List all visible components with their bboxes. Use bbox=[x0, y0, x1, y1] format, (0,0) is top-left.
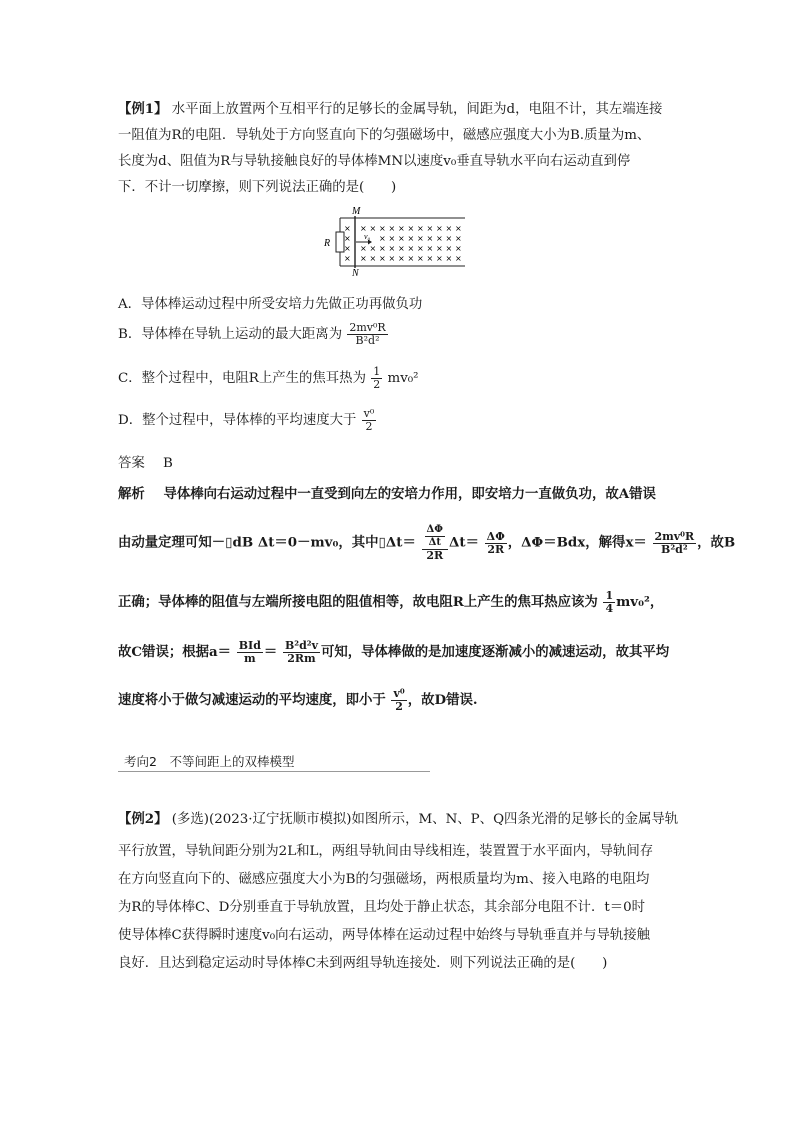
rail-magnetic-field-figure bbox=[322, 206, 472, 278]
analysis-text-2e: ，ΔΦ＝Bdx，解得x＝ bbox=[507, 534, 647, 551]
field-mark: × bbox=[445, 224, 453, 233]
accel2-numerator: B²d²v bbox=[284, 639, 318, 652]
option-d-fraction bbox=[362, 408, 377, 433]
option-d-text: D．整个过程中，导体棒的平均速度大于 bbox=[118, 413, 357, 428]
analysis-text-4b: ＝ bbox=[263, 644, 278, 660]
analysis-line-4 bbox=[118, 640, 669, 665]
analysis-text-2d: Δt＝ bbox=[449, 534, 479, 551]
avg-velocity-fraction bbox=[391, 688, 406, 713]
example2-stem-line-1 bbox=[118, 808, 678, 827]
example1-tag: 【例1】 bbox=[118, 101, 168, 117]
resistor-symbol bbox=[336, 232, 344, 252]
option-d-numerator: v⁰ bbox=[363, 407, 375, 420]
example2-stem-line-6: 良好．且达到稳定运动时导体棒C未到两组导轨连接处．则下列说法正确的是( ) bbox=[118, 956, 608, 971]
field-mark: × bbox=[436, 224, 443, 233]
analysis-text-5b: ，故D错误. bbox=[407, 692, 478, 708]
flux-rate-fraction bbox=[422, 524, 448, 562]
example2-stem-line-5: 使导体棒C获得瞬时速度v₀向右运动，两导体棒在运动过程中始终与导轨垂直并与导轨接触 bbox=[118, 928, 651, 943]
distance-denominator: B²d² bbox=[661, 542, 688, 556]
heat-denominator: 4 bbox=[605, 602, 614, 615]
section-heading-label: 考向2 不等间距上的双棒模型 bbox=[124, 754, 295, 769]
field-mark: × bbox=[426, 234, 434, 243]
field-mark: × bbox=[445, 234, 453, 243]
option-b-numerator: 2mv⁰R bbox=[349, 321, 386, 334]
example2-stem-line-4: 为R的导体棒C、D分别垂直于导轨放置，且均处于静止状态，其余部分电阻不计．t＝0时 bbox=[118, 900, 646, 915]
analysis-text-1: 导体棒向右运动过程中一直受到向左的安培力作用，即安培力一直做负功，故A错误 bbox=[163, 486, 656, 502]
field-mark: × bbox=[379, 254, 386, 263]
avg-velocity-numerator: v⁰ bbox=[393, 687, 405, 700]
avg-velocity-denominator: 2 bbox=[395, 700, 403, 713]
option-b-text: B．导体棒在导轨上运动的最大距离为 bbox=[118, 327, 343, 342]
field-mark: × bbox=[417, 224, 424, 233]
field-mark: × bbox=[426, 244, 434, 253]
option-b-denominator: B²d² bbox=[355, 334, 380, 347]
flux-rate-denominator: 2R bbox=[426, 549, 444, 562]
analysis-text-2c: Δt＝ bbox=[385, 534, 416, 551]
section-heading-rule bbox=[118, 771, 430, 772]
analysis-line-5 bbox=[118, 688, 478, 713]
option-b-fraction bbox=[347, 322, 387, 347]
field-mark: × bbox=[344, 234, 351, 243]
field-mark: × bbox=[388, 224, 396, 233]
analysis-text-2f: ，故B bbox=[697, 534, 736, 551]
field-mark: × bbox=[455, 254, 462, 263]
field-mark: × bbox=[388, 244, 396, 253]
figure-label-R: R bbox=[324, 238, 331, 249]
field-mark: × bbox=[360, 254, 367, 263]
field-mark: × bbox=[407, 234, 415, 243]
field-mark: × bbox=[360, 244, 367, 253]
field-mark: × bbox=[369, 254, 377, 263]
example2-stem-line-3: 在方向竖直向下的、磁感应强度大小为B的匀强磁场，两根质量均为m、接入电路的电阻均 bbox=[118, 872, 650, 887]
option-c-fraction bbox=[371, 366, 382, 391]
field-mark: × bbox=[344, 224, 351, 233]
analysis-line-1 bbox=[118, 483, 656, 502]
example1-stem-line-2: 一阻值为R的电阻．导轨处于方向竖直向下的匀强磁场中，磁感应强度大小为B.质量为m、 bbox=[118, 128, 651, 143]
field-mark: × bbox=[379, 244, 386, 253]
field-mark: × bbox=[398, 244, 405, 253]
field-mark: × bbox=[407, 224, 415, 233]
analysis-text-4c: 可知，导体棒做的是加速度逐渐减小的减速运动，故其平均 bbox=[320, 644, 670, 660]
analysis-text-5a: 速度将小于做匀减速运动的平均速度，即小于 bbox=[118, 692, 386, 708]
figure-label-N: N bbox=[352, 268, 359, 278]
option-d bbox=[118, 408, 377, 433]
accel1-numerator: BId bbox=[238, 639, 261, 652]
field-mark: × bbox=[455, 244, 462, 253]
heat-numerator: 1 bbox=[605, 589, 614, 602]
accel2-denominator: 2Rm bbox=[287, 652, 316, 665]
field-mark: × bbox=[407, 254, 415, 263]
example2-stem-text-1: (多选)(2023·辽宁抚顺市模拟)如图所示，M、N、P、Q四条光滑的足够长的金属导轨 bbox=[171, 812, 679, 827]
field-mark: × bbox=[426, 224, 434, 233]
example2-stem-line-2: 平行放置，导轨间距分别为2L和L，两组导轨间由导线相连，装置置于水平面内，导轨间存 bbox=[118, 844, 654, 859]
field-mark: × bbox=[426, 254, 434, 263]
option-a: A．导体棒运动过程中所受安培力先做正功再做负功 bbox=[118, 297, 423, 312]
distance-numerator: 2mv⁰R bbox=[654, 529, 695, 543]
inner-fraction bbox=[425, 524, 445, 549]
analysis-label: 解析 bbox=[118, 486, 145, 502]
field-mark: × bbox=[445, 254, 453, 263]
magnetic-field-marks bbox=[344, 224, 462, 263]
field-mark: × bbox=[445, 244, 453, 253]
field-mark: × bbox=[398, 254, 405, 263]
analysis-text-3a: 正确；导体棒的阻值与左端所接电阻的阻值相等，故电阻R上产生的焦耳热应该为 bbox=[118, 594, 598, 610]
flux-numerator: ΔΦ bbox=[486, 529, 505, 543]
option-b bbox=[118, 322, 389, 347]
acceleration-fraction-2 bbox=[283, 640, 320, 665]
example1-stem-line-4: 下．不计一切摩擦，则下列说法正确的是( ) bbox=[118, 180, 397, 195]
field-mark: × bbox=[417, 244, 424, 253]
example1-stem-line-3: 长度为d、阻值为R与导轨接触良好的导体棒MN以速度v₀垂直导轨水平向右运动直到停 bbox=[118, 154, 631, 169]
field-mark: × bbox=[360, 224, 367, 233]
option-c-suffix: mv₀² bbox=[387, 371, 419, 386]
analysis-text-4a: 故C错误；根据a＝ bbox=[118, 644, 232, 660]
field-mark: × bbox=[388, 234, 396, 243]
heat-fraction bbox=[603, 590, 615, 615]
flux-denominator: 2R bbox=[487, 542, 505, 556]
field-mark: × bbox=[369, 224, 377, 233]
field-mark: × bbox=[455, 234, 462, 243]
field-mark: × bbox=[344, 244, 351, 253]
analysis-line-2: 由动量定理可知－▯dB Δt＝0－mv₀，其中▯Δt＝ $\frac{\frac{\Delta\Phi}{\Delta t}}{2R}$ Δt＝ $\frac{\Delta\Phi}{2R}$ ，ΔΦ＝Bdx，解得x＝ $\frac{\text{2mv⁰R}}{\text{B²d²}}$ ，故B bbox=[118, 524, 736, 562]
analysis-line-3 bbox=[118, 590, 663, 615]
option-d-denominator: 2 bbox=[365, 420, 373, 433]
field-mark: × bbox=[344, 254, 351, 263]
accel1-denominator: m bbox=[244, 652, 256, 665]
analysis-text-3b: mv₀²， bbox=[616, 594, 664, 610]
field-mark: × bbox=[417, 254, 424, 263]
answer-label: 答案 bbox=[118, 456, 145, 471]
field-mark: × bbox=[398, 234, 405, 243]
field-mark: × bbox=[417, 234, 424, 243]
field-mark: × bbox=[436, 234, 443, 243]
distance-fraction bbox=[653, 531, 697, 556]
flux-rate-numerator bbox=[422, 524, 448, 550]
field-mark: × bbox=[379, 234, 386, 243]
analysis-text-2b: dB Δt＝0－mv₀，其中 bbox=[232, 534, 379, 551]
option-c-numerator: 1 bbox=[373, 365, 381, 378]
analysis-text-2a: 由动量定理可知－ bbox=[118, 534, 226, 551]
example2-tag: 【例2】 bbox=[118, 811, 168, 827]
section-heading bbox=[118, 750, 430, 772]
field-mark: × bbox=[388, 254, 396, 263]
field-mark: × bbox=[407, 244, 415, 253]
answer-line bbox=[118, 452, 173, 471]
field-mark: × bbox=[379, 224, 386, 233]
figure-label-v0: v₀ bbox=[364, 232, 371, 241]
option-c-denominator: 2 bbox=[373, 378, 381, 391]
inner-numerator: ΔΦ bbox=[426, 524, 444, 535]
field-mark: × bbox=[369, 244, 377, 253]
inner-denominator: Δt bbox=[428, 537, 441, 548]
flux-fraction bbox=[485, 531, 507, 556]
field-mark: × bbox=[455, 224, 462, 233]
example1-stem-line-1 bbox=[118, 98, 662, 117]
option-c bbox=[118, 366, 419, 391]
field-mark: × bbox=[436, 254, 443, 263]
answer-value: B bbox=[163, 456, 173, 471]
field-mark: × bbox=[398, 224, 405, 233]
figure-label-M: M bbox=[352, 206, 361, 217]
field-mark: × bbox=[436, 244, 443, 253]
example1-stem-text-1: 水平面上放置两个互相平行的足够长的金属导轨，间距为d，电阻不计，其左端连接 bbox=[171, 102, 663, 117]
option-c-text: C．整个过程中，电阻R上产生的焦耳热为 bbox=[118, 371, 366, 386]
acceleration-fraction-1 bbox=[237, 640, 263, 665]
